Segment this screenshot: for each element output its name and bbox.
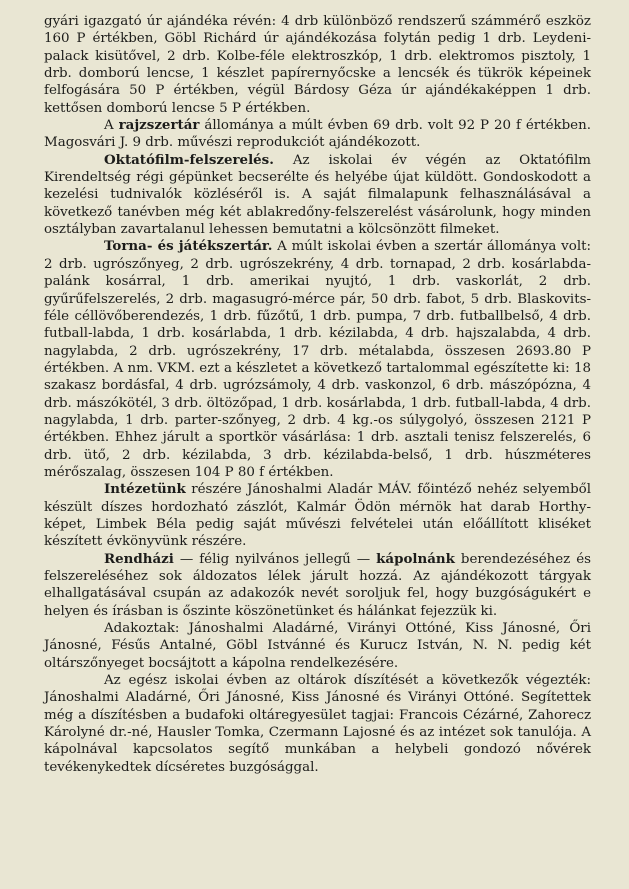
- paragraph-text: gyári igazgató úr ajándéka révén: 4 drb különböző rendszerű számmérő eszköz 160 P értékben, Göbl Richárd úr ajándékozása folytán pedig 1 drb. Leydeni-palack kisütővel, 2 drb. Kolbe-féle elektroszkóp, 1 drb. elektromos pisztoly, 1 drb. domború lencse, 1 készlet papírernyőcske a lencsék és tükrök képeinek felfogására 50 P értékben, végül Bárdosy Géza úr ajándékaképpen 1 drb. kettősen domború lencse 5 P értékben.: [44, 14, 591, 116]
- paragraph-drawing-collection: [44, 117, 591, 152]
- paragraph-altar-decoration: [44, 672, 591, 776]
- paragraph-text: — félig nyilvános jellegű —: [173, 551, 377, 567]
- paragraph-heading: Torna- és játékszertár.: [104, 238, 273, 255]
- paragraph-text: Az iskolai év végén az Oktatófilm Kirendeltség régi gépünket becserélte és helyébe újat küldött. Gondoskodott a kezelési tudnivalók közléséről is. A saját filmalapunk felhasználásával a következő tanévben még két ablakredőny-felszerelést vásárolunk, hogy minden osztályban zavartalanul lehessen bemutatni a kölcsönzött filmeket.: [44, 152, 591, 238]
- paragraph-text: Adakoztak: Jánoshalmi Aladárné, Virányi Ottóné, Kiss Jánosné, Őri Jánosné, Fésűs Antalné, Göbl Istvánné és Kurucz István, N. N. pedig két oltárszőnyeget bocsájtott a kápolna rendelkezésére.: [44, 621, 591, 671]
- paragraph-gym-equipment: [44, 238, 591, 481]
- paragraph-text: részére Jánoshalmi Aladár MÁV. főintéző nehéz selyemből készült díszes hordozható zászlót, Kalmár Ödön mérnök hat darab Horthy-képet, Limbek Béla pedig saját művészi felvételei után előállított kliséket készített évkönyvünk részére.: [44, 482, 591, 550]
- paragraph-institute: [44, 481, 591, 550]
- paragraph-text: A múlt iskolai évben a szertár állománya volt: 2 drb. ugrószőnyeg, 2 drb. ugrószekrény, 4 drb. tornapad, 2 drb. kosárlabda-palánk kosárral, 1 drb. amerikai nyujtó, 1 drb. vaskorlát, 2 drb. gyűrűfelszerelés, 2 drb. magasugró-mérce pár, 50 drb. fabot, 5 drb. Blaskovits-féle céllövőberendezés, 1 drb. fűzőtű, 1 drb. pumpa, 7 drb. futballbelső, 4 drb. futball-labda, 1 drb. kosárlabda, 1 drb. kézilabda, 4 drb. hajszalabda, 4 drb. nagylabda, 2 drb. ugrószekrény, 17 drb. métalabda, összesen 2693.80 P értékben. A nm. VKM. ezt a készletet a következő tartalommal egészítette ki: 18 szakasz bordásfal, 4 drb. ugrózsámoly, 4 drb. vaskonzol, 6 drb. mászópózna, 4 drb. mászókötél, 3 drb. öltözőpad, 1 drb. kosárlabda, 1 drb. futball-labda, 4 drb. nagylabda, 1 drb. parter-szőnyeg, 2 drb. 4 kg.-os súlygolyó, összesen 2121 P értékben. Ehhez járult a sportkör vásárlása: 1 drb. asztali tenisz felszerelés, 6 drb. ütő, 2 drb. kézilabda, 3 drb. kézilabda-belső, 1 drb. húszméteres mérőszalag, összesen 104 P 80 f értékben.: [44, 239, 591, 480]
- paragraph-prefix: A: [104, 118, 119, 134]
- paragraph-chapel: [44, 551, 591, 620]
- paragraph-heading: Rendházi: [104, 550, 174, 567]
- paragraph-heading: rajzszertár: [118, 117, 200, 134]
- paragraph-heading: Oktatófilm-felszerelés.: [104, 151, 274, 168]
- paragraph-text-continued: berendezéséhez és felszereléséhez sok áldozatos lélek járult hozzá. Az ajándékozott tárgyak elhallgatásával csupán az adakozók nevét soroljuk fel, hogy buzgóságukért e helyen és írásban is őszinte köszönetünket és hálánkat fejezzük ki.: [44, 551, 591, 619]
- paragraph-heading: Intézetünk: [104, 481, 186, 498]
- paragraph-donors: [44, 620, 591, 672]
- paragraph-physics-gifts: [44, 13, 591, 117]
- paragraph-text: Az egész iskolai évben az oltárok díszítését a következők végezték: Jánoshalmi Aladárné, Őri Jánosné, Kiss Jánosné és Virányi Ottóné. Segítettek még a díszítésben a budafoki oltáregyesület tagjai: Francois Cézárné, Zahorecz Károlyné dr.-né, Hausler Tomka, Czermann Lajosné és az intézet sok tanulója. A kápolnával kapcsolatos segítő munkában a helybeli gondozó nővérek tevékenykedtek dícséretes buzgósággal.: [44, 673, 591, 775]
- paragraph-heading-secondary: kápolnánk: [376, 550, 455, 567]
- paragraph-text: állománya a múlt évben 69 drb. volt 92 P 20 f értékben. Magosvári J. 9 drb. művészi reprodukciót ajándékozott.: [44, 118, 591, 151]
- paragraph-educational-film: [44, 152, 591, 239]
